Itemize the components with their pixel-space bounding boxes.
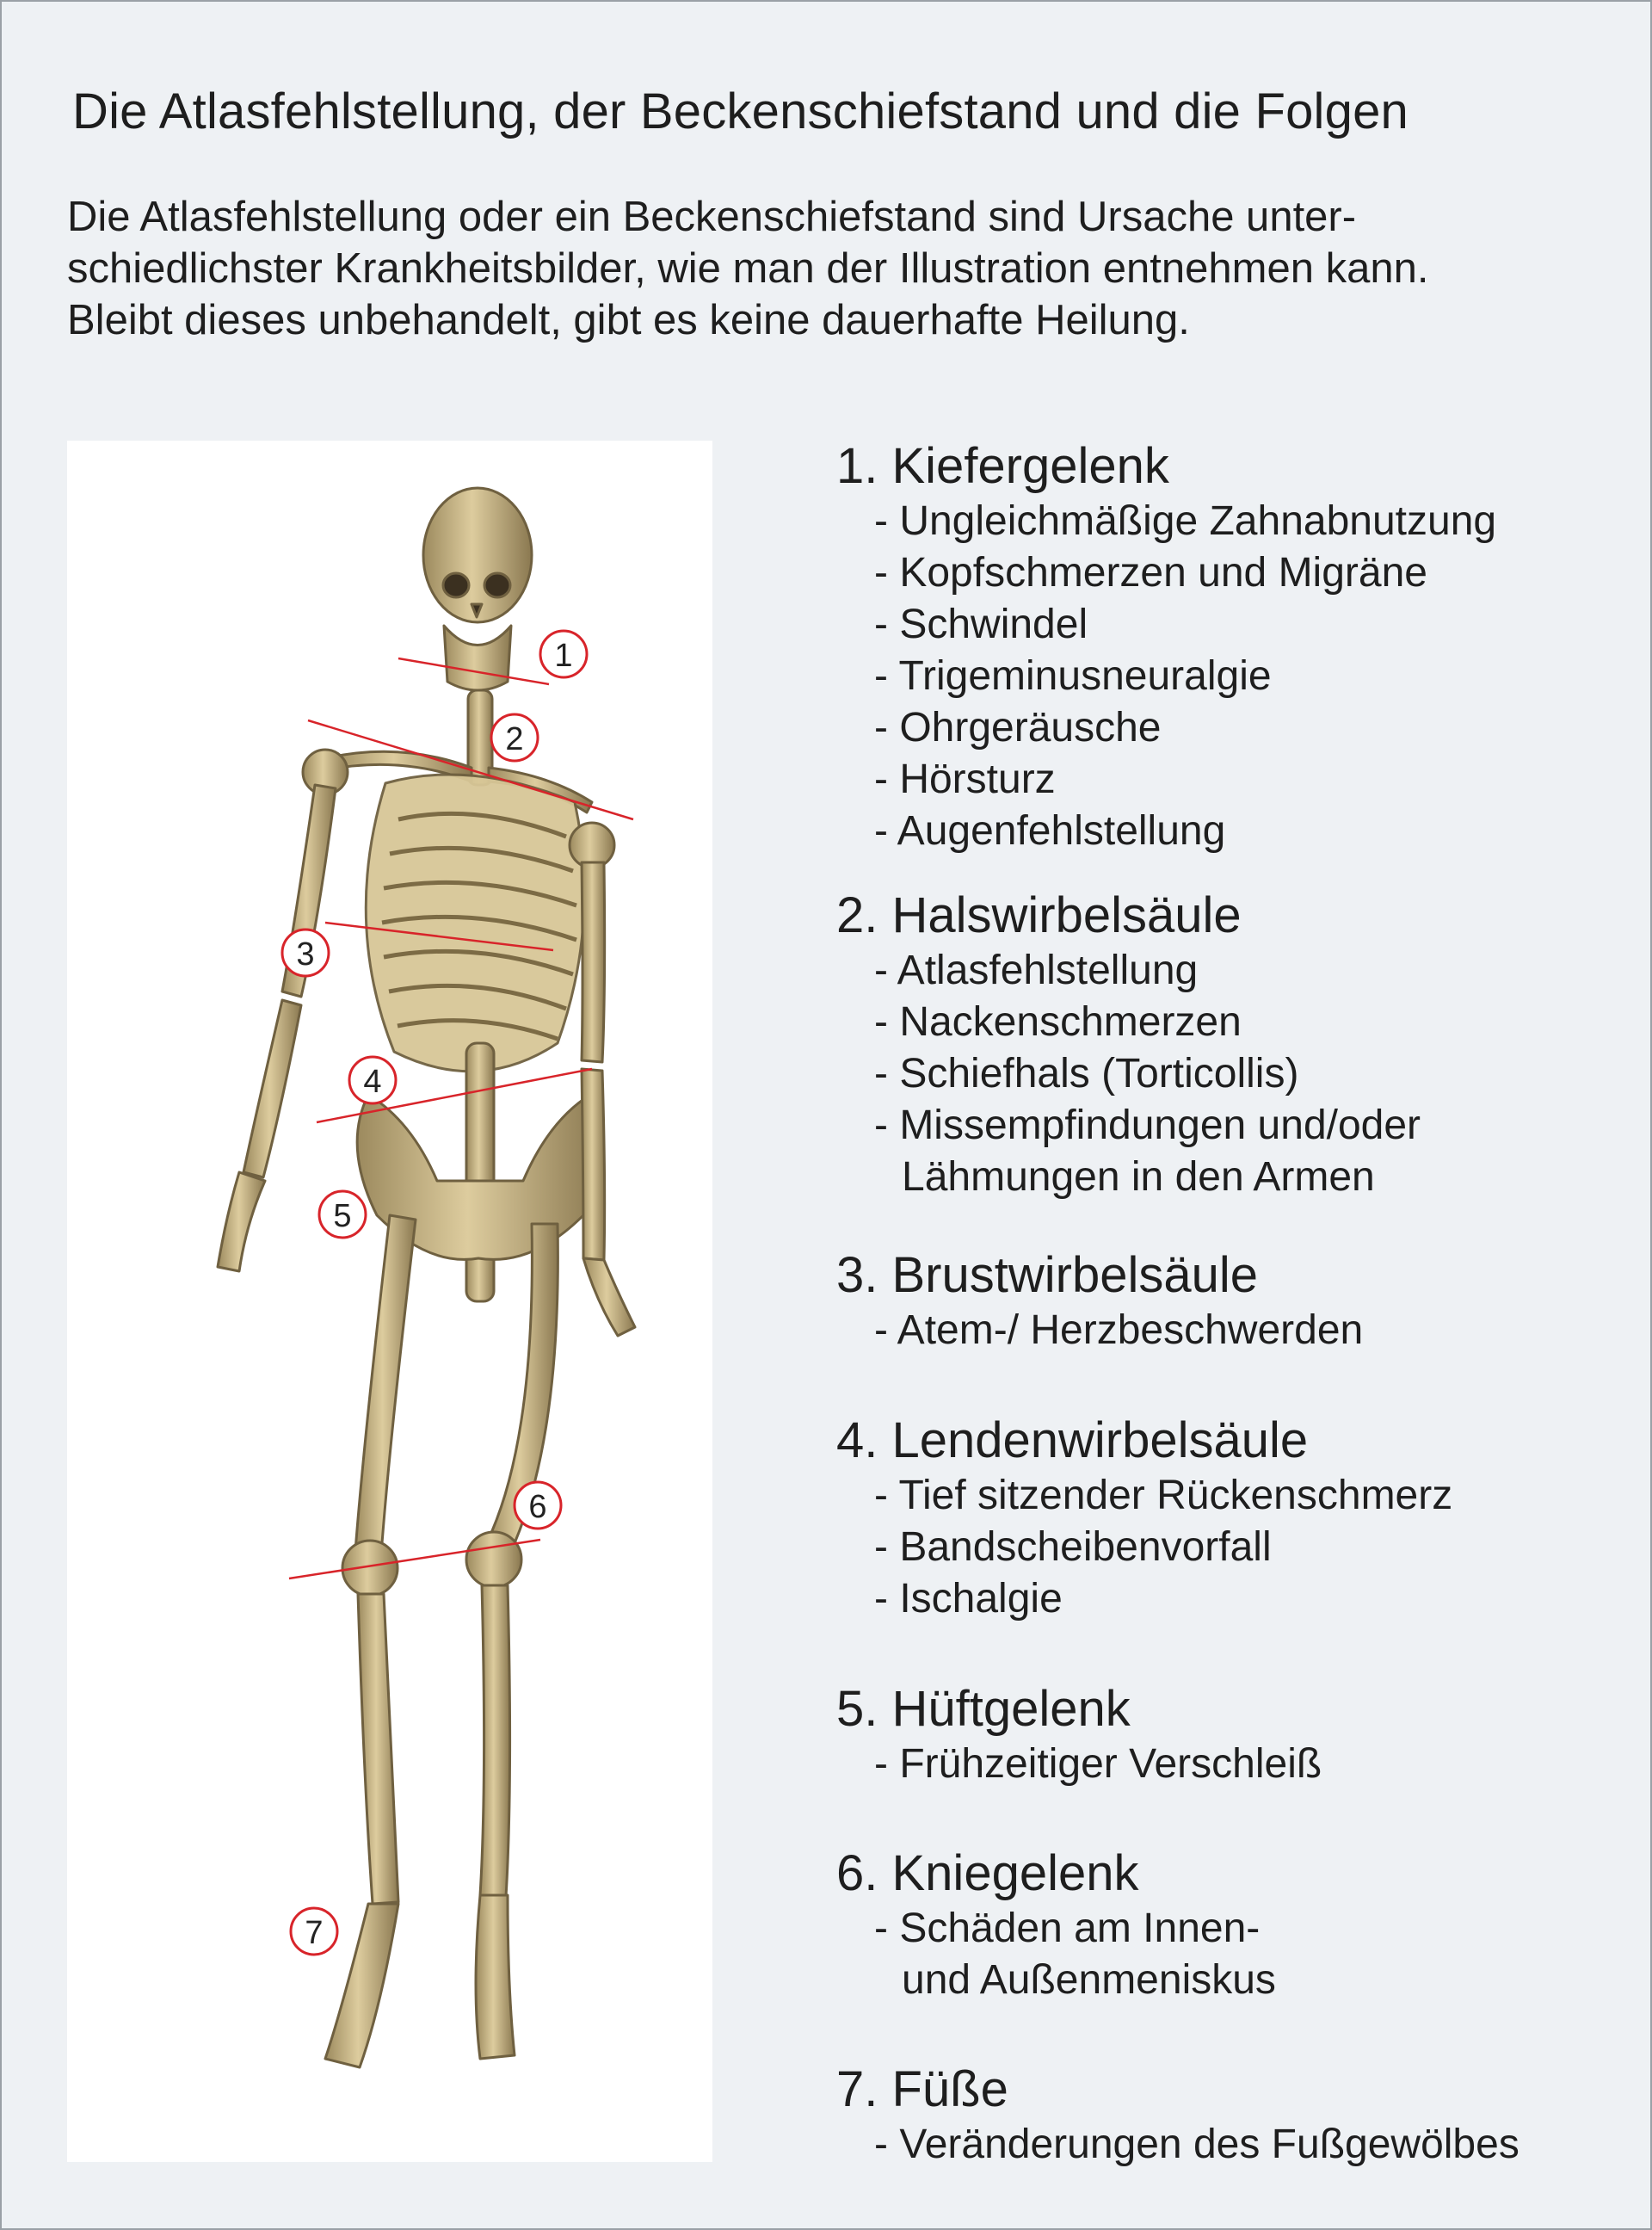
intro-line: Die Atlasfehlstellung oder ein Beckenschiefstand sind Ursache unter- (67, 194, 1357, 240)
list-item: - Atlasfehlstellung (874, 948, 1199, 993)
marker-label: 1 (554, 638, 573, 674)
marker-label: 3 (296, 936, 315, 973)
marker-4 (349, 1057, 396, 1103)
skeleton-figure (218, 488, 635, 2067)
page-title: Die Atlasfehlstellung, der Beckenschiefstand und die Folgen (72, 83, 1409, 139)
list-item: - Hörsturz (874, 757, 1056, 802)
list-item: - Ohrgeräusche (874, 705, 1162, 751)
marker-7 (291, 1908, 337, 1955)
jaw-icon (444, 626, 511, 690)
list-item: Lähmungen in den Armen (902, 1154, 1375, 1200)
section-hueftgelenk (836, 1680, 1322, 1790)
lumbar-spine-icon (466, 1043, 494, 1301)
skeleton-panel (67, 441, 712, 2162)
section-title: 7. Füße (836, 2061, 1008, 2117)
list-item: - Schwindel (874, 602, 1088, 647)
marker-label: 5 (333, 1198, 352, 1234)
marker-label: 4 (363, 1064, 382, 1100)
marker-1 (540, 631, 587, 677)
section-title: 4. Lendenwirbelsäule (836, 1412, 1309, 1468)
intro-text (67, 191, 1616, 346)
section-fuesse (836, 2060, 1519, 2171)
list-item: - Kopfschmerzen und Migräne (874, 550, 1427, 596)
list-item: - Trigeminusneuralgie (874, 653, 1272, 699)
list-item: - Ischalgie (874, 1576, 1063, 1622)
marker-6 (515, 1482, 561, 1529)
section-kiefergelenk (836, 437, 1496, 857)
list-item: - Schäden am Innen- (874, 1906, 1261, 1951)
section-halswirbelsaeule (836, 886, 1421, 1203)
section-title: 5. Hüftgelenk (836, 1681, 1131, 1737)
section-title: 2. Halswirbelsäule (836, 887, 1242, 943)
section-lendenwirbelsaeule (836, 1412, 1452, 1625)
list-item: - Bandscheibenvorfall (874, 1524, 1272, 1570)
section-brustwirbelsaeule (836, 1246, 1363, 1356)
intro-line: schiedlichster Krankheitsbilder, wie man der Illustration entnehmen kann. (67, 245, 1429, 292)
list-item: - Veränderungen des Fußgewölbes (874, 2122, 1519, 2167)
marker-5 (319, 1191, 366, 1238)
intro-line: Bleibt dieses unbehandelt, gibt es keine dauerhafte Heilung. (67, 297, 1190, 343)
skeleton-illustration (67, 441, 712, 2162)
list-item: - Frühzeitiger Verschleiß (874, 1741, 1322, 1787)
list-item: - Augenfehlstellung (874, 808, 1226, 854)
list-item: - Schiefhals (Torticollis) (874, 1051, 1299, 1096)
list-item: - Missempfindungen und/oder (874, 1103, 1421, 1148)
marker-2 (491, 714, 538, 761)
tibia-right (480, 1585, 510, 1897)
marker-label: 7 (305, 1915, 324, 1951)
foot-right (476, 1895, 515, 2059)
marker-label: 6 (528, 1489, 547, 1525)
tibia-left (358, 1594, 398, 1904)
list-item: und Außenmeniskus (902, 1957, 1276, 2003)
skull-icon (423, 488, 532, 622)
list-item: - Atem-/ Herzbeschwerden (874, 1307, 1364, 1353)
list-item: - Nackenschmerzen (874, 999, 1242, 1045)
marker-label: 2 (505, 721, 524, 757)
section-kniegelenk (836, 1844, 1276, 2006)
section-title: 6. Kniegelenk (836, 1845, 1139, 1901)
upper-arm-right (582, 862, 605, 1062)
femur-left (355, 1215, 416, 1554)
list-item: - Tief sitzender Rückenschmerz (874, 1473, 1453, 1518)
marker-3 (282, 930, 329, 976)
list-item: - Ungleichmäßige Zahnabnutzung (874, 498, 1497, 544)
section-title: 3. Brustwirbelsäule (836, 1247, 1258, 1303)
section-title: 1. Kiefergelenk (836, 438, 1169, 494)
